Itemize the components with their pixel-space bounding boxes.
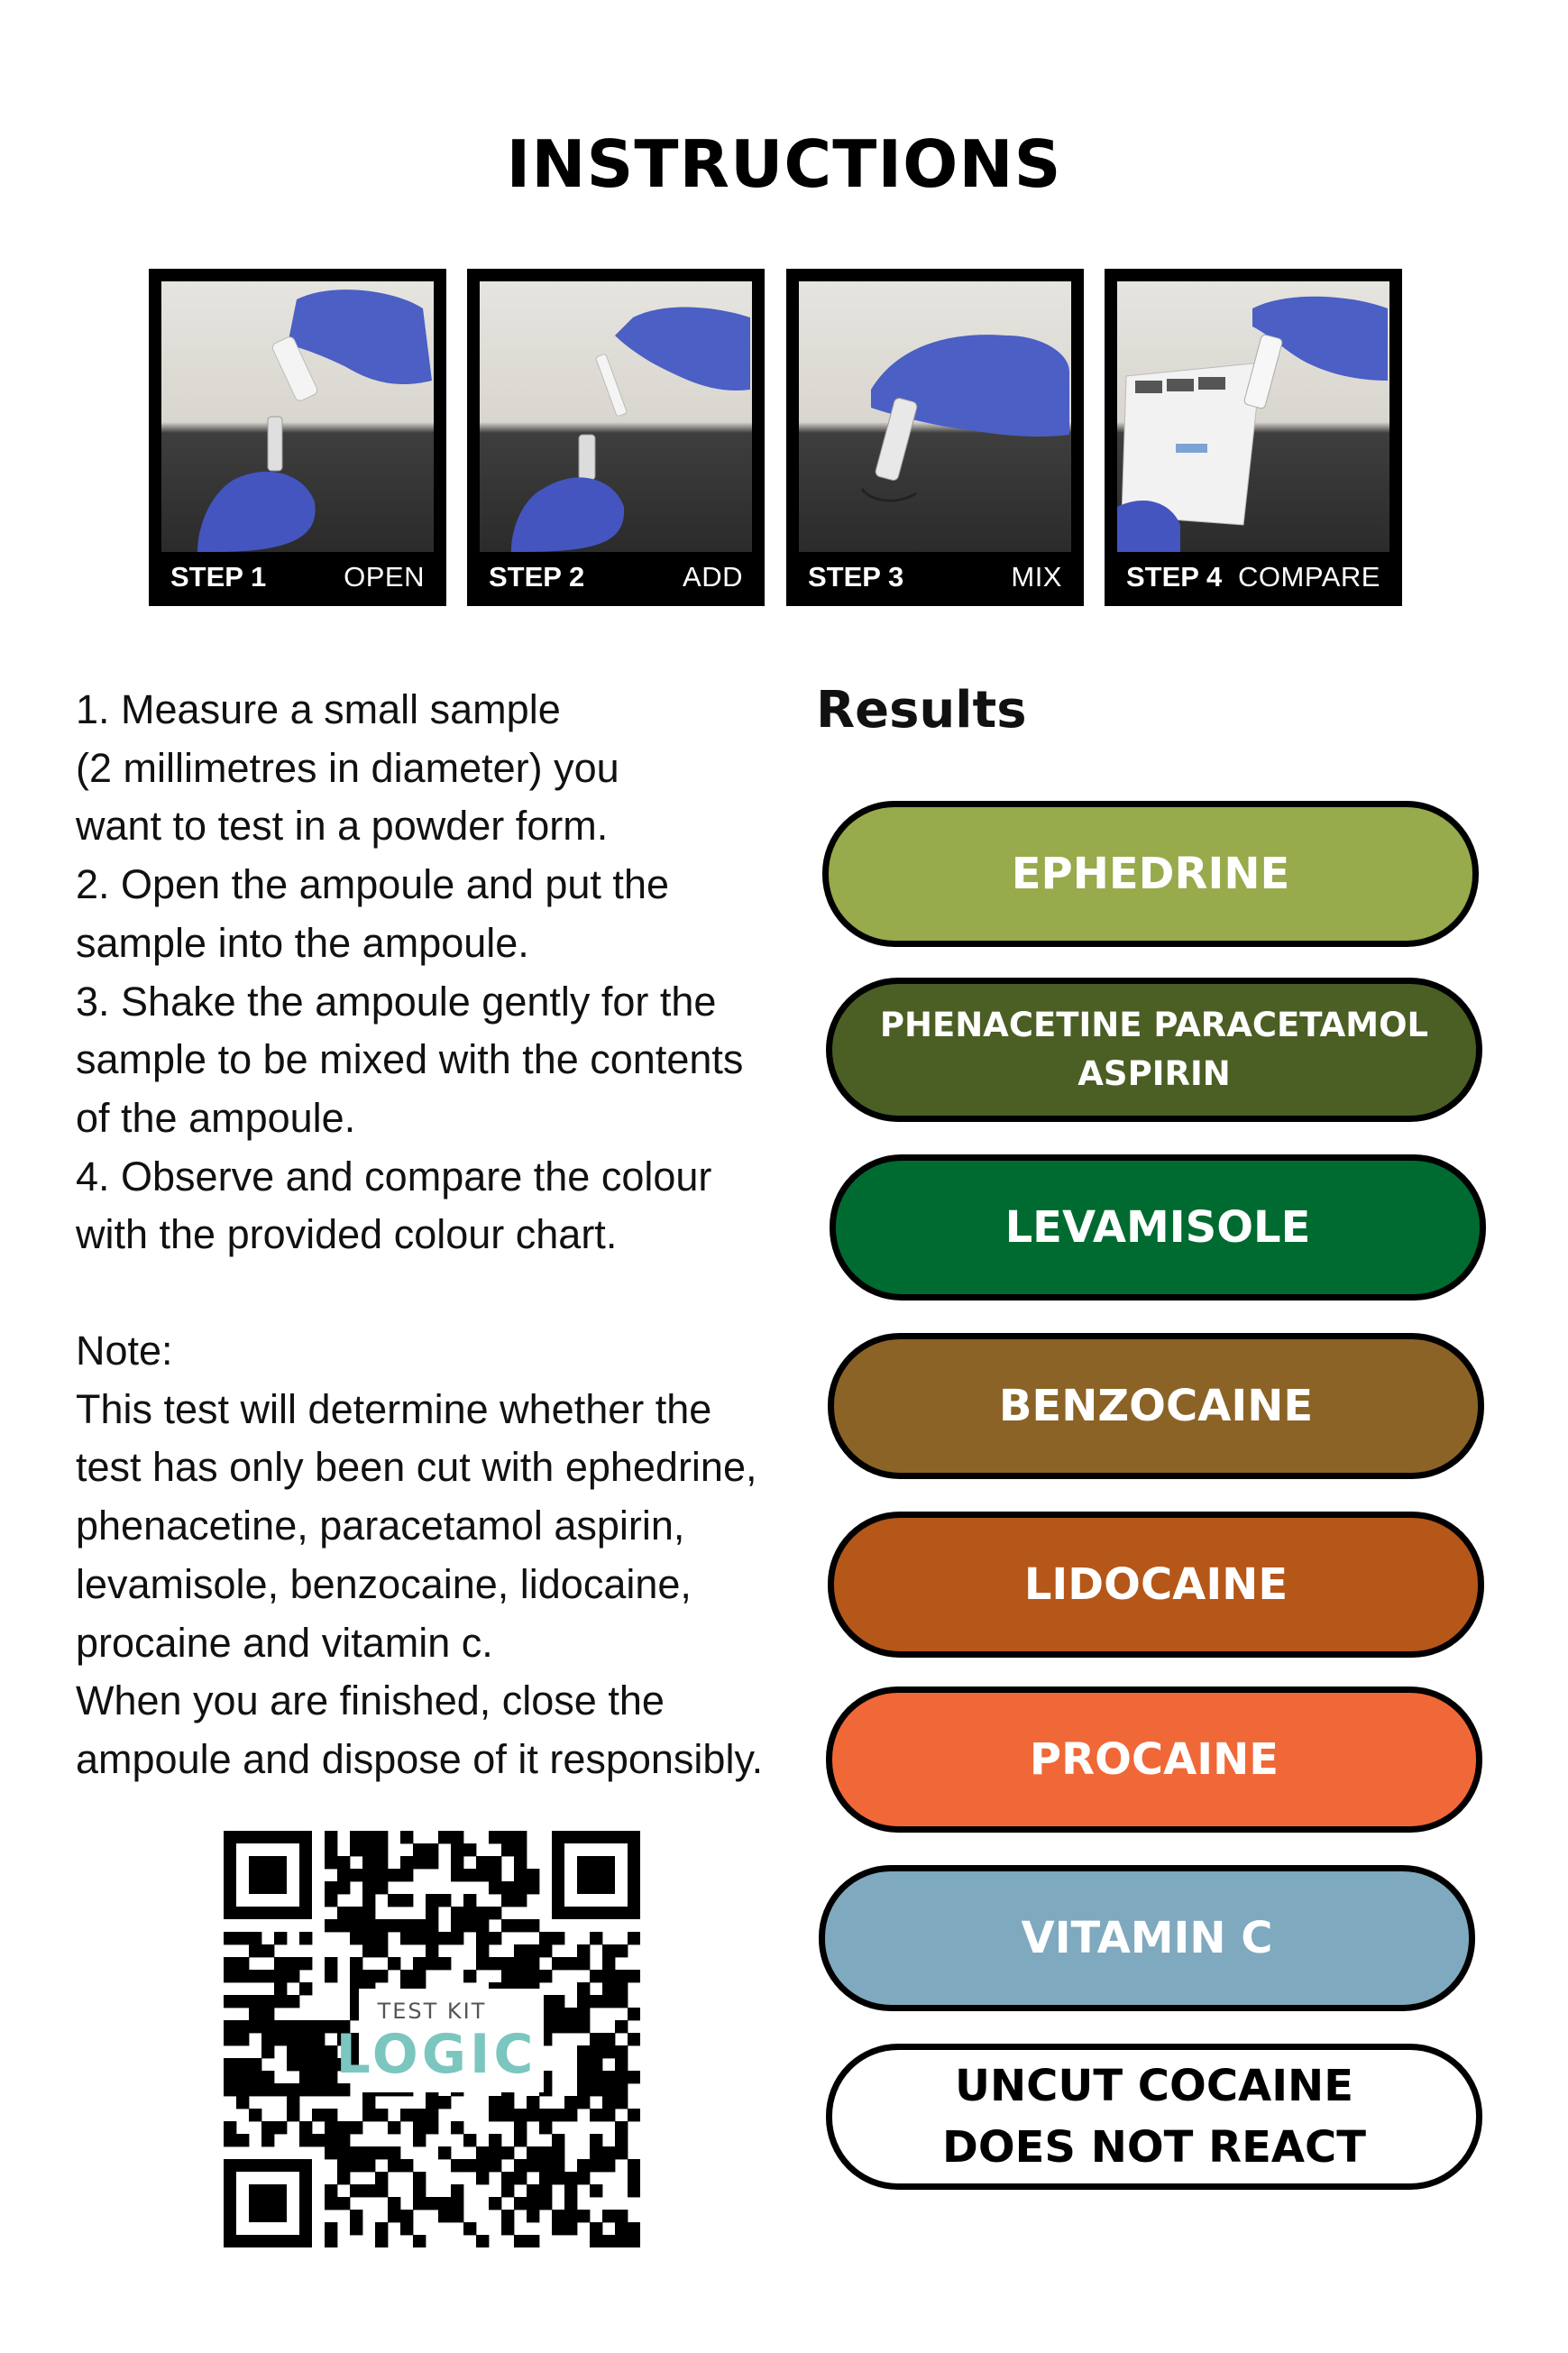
instruction-line: 4. Observe and compare the colour — [76, 1153, 712, 1199]
step-3-photo — [799, 281, 1071, 552]
result-label: LEVAMISOLE — [1004, 1202, 1311, 1253]
note-line: phenacetine, paracetamol aspirin, — [76, 1503, 685, 1549]
instruction-line: sample to be mixed with the contents — [76, 1036, 744, 1083]
result-label: PROCAINE — [1029, 1734, 1279, 1785]
result-uncut-cocaine — [826, 2044, 1482, 2190]
step-1-photo — [161, 281, 434, 552]
instruction-line: with the provided colour chart. — [76, 1211, 618, 1258]
instruction-line: sample into the ampoule. — [76, 919, 529, 966]
result-label: ASPIRIN — [1077, 1054, 1231, 1093]
step-1-label: STEP 1 — [170, 561, 267, 593]
result-phenacetine-paracetamol-aspirin — [826, 978, 1482, 1122]
result-label: LIDOCAINE — [1023, 1559, 1288, 1610]
note-line: ampoule and dispose of it responsibly. — [76, 1735, 764, 1782]
step-2-panel — [467, 269, 765, 606]
result-label: PHENACETINE PARACETAMOL — [879, 1006, 1429, 1044]
result-vitamin-c — [819, 1865, 1475, 2011]
result-levamisole — [830, 1154, 1486, 1301]
instruction-line: 3. Shake the ampoule gently for the — [76, 978, 717, 1025]
step-2-label: STEP 2 — [489, 561, 585, 593]
result-label: VITAMIN C — [1021, 1913, 1273, 1963]
step-3-panel — [786, 269, 1084, 606]
step-4-label: STEP 4 — [1126, 561, 1223, 593]
step-3-action: MIX — [1011, 561, 1062, 593]
step-4-panel — [1105, 269, 1402, 606]
instruction-line: want to test in a powder form. — [76, 803, 609, 850]
brand-logic: LOGIC — [335, 2023, 537, 2086]
result-label: EPHEDRINE — [1011, 849, 1290, 899]
note-line: Note: — [76, 1328, 173, 1374]
note-line: procaine and vitamin c. — [76, 1619, 493, 1666]
instruction-line: 1. Measure a small sample — [76, 686, 561, 732]
step-2-photo — [480, 281, 752, 552]
instruction-line: of the ampoule. — [76, 1094, 356, 1141]
step-1-action: OPEN — [344, 561, 425, 593]
result-benzocaine — [828, 1333, 1484, 1479]
brand-test-kit: TEST KIT — [377, 1999, 487, 2024]
result-label: UNCUT COCAINE — [954, 2061, 1354, 2111]
step-4-action: COMPARE — [1238, 561, 1380, 593]
instructions-text — [76, 681, 824, 1789]
note-line: When you are finished, close the — [76, 1677, 665, 1724]
step-1-panel — [149, 269, 446, 606]
page-title: INSTRUCTIONS — [506, 126, 1062, 202]
result-label: DOES NOT REACT — [941, 2122, 1366, 2173]
note-line: This test will determine whether the — [76, 1385, 712, 1432]
results-heading: Results — [816, 681, 1027, 740]
result-ephedrine — [822, 801, 1479, 947]
instruction-line: (2 millimetres in diameter) you — [76, 744, 619, 791]
step-2-action: ADD — [683, 561, 743, 593]
qr-code[interactable] — [224, 1831, 640, 2247]
note-line: levamisole, benzocaine, lidocaine, — [76, 1560, 692, 1607]
result-lidocaine — [828, 1512, 1484, 1658]
note-line: test has only been cut with ephedrine, — [76, 1444, 757, 1491]
step-4-photo — [1117, 281, 1389, 552]
step-3-label: STEP 3 — [808, 561, 904, 593]
instruction-line: 2. Open the ampoule and put the — [76, 861, 669, 908]
result-procaine — [826, 1687, 1482, 1833]
result-label: BENZOCAINE — [998, 1381, 1314, 1431]
